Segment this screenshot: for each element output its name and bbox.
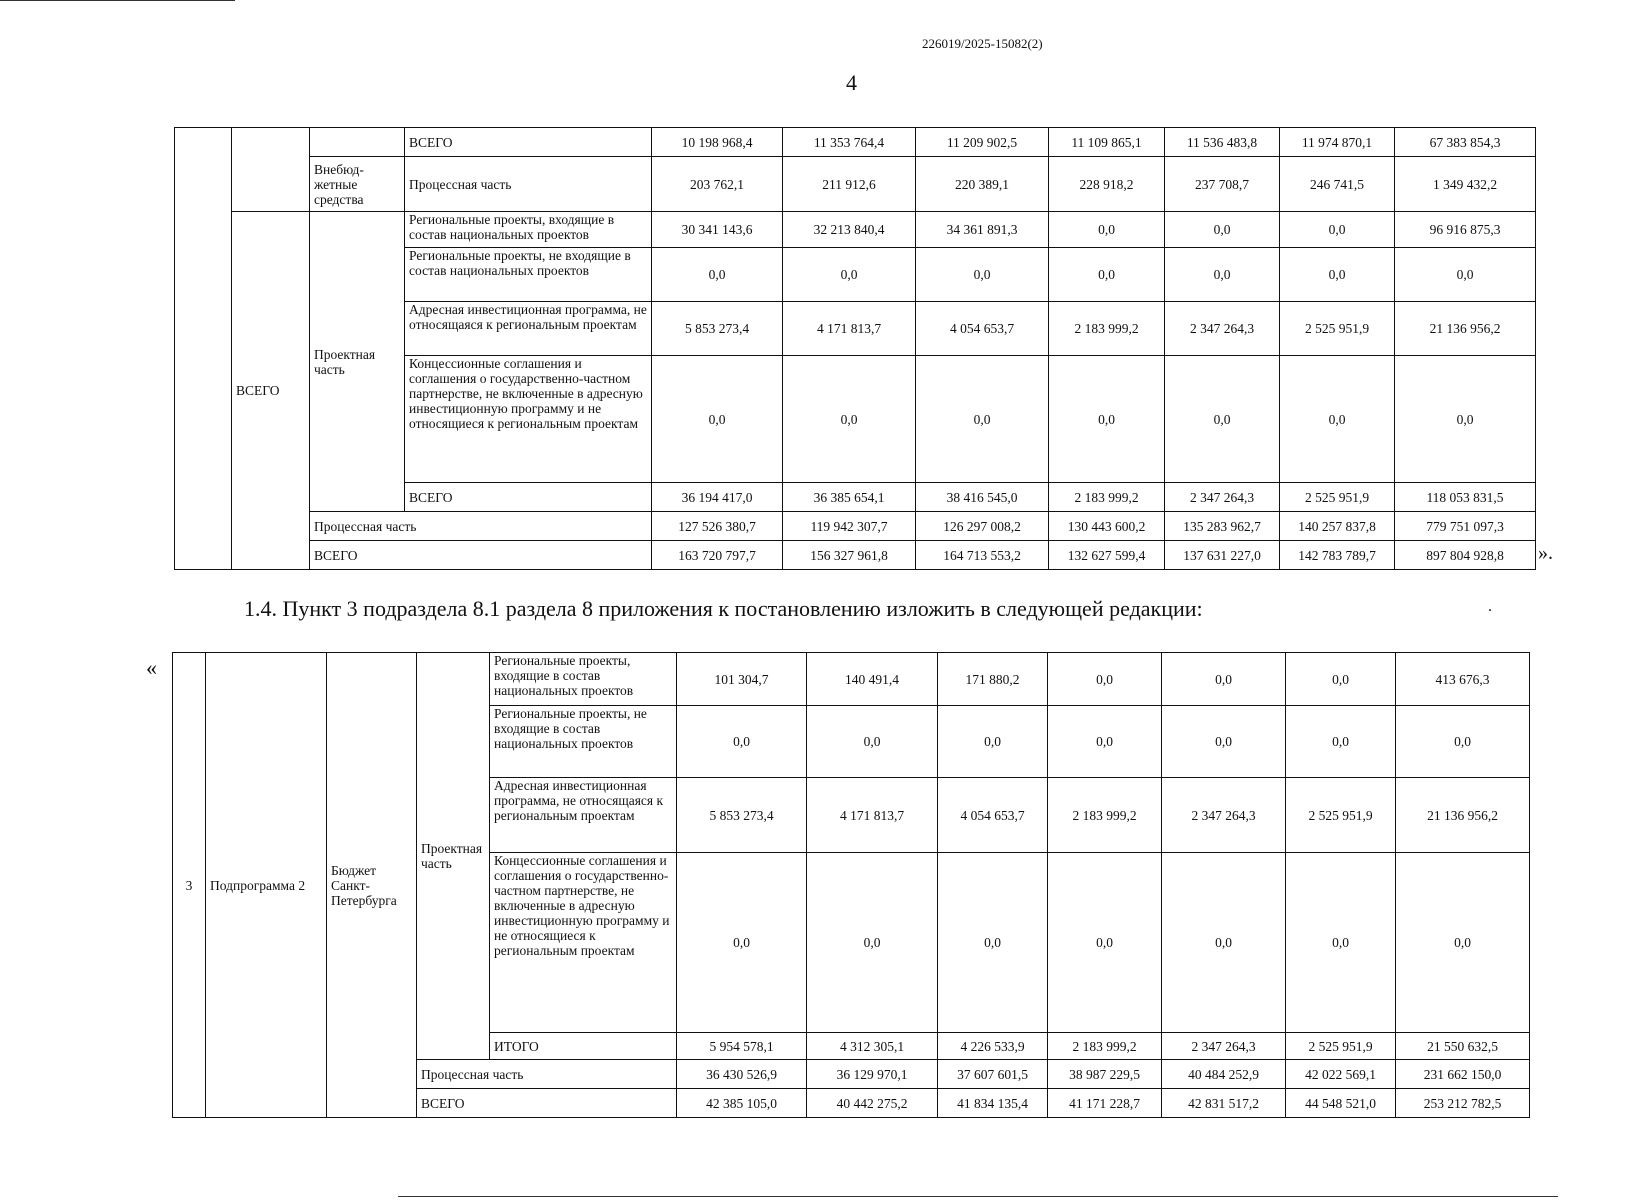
page-number: 4 <box>846 70 857 95</box>
value-cell: 21 136 956,2 <box>1395 302 1536 356</box>
value-cell: 4 226 533,9 <box>938 1033 1048 1060</box>
value-cell: 0,0 <box>1165 356 1280 483</box>
value-cell: 253 212 782,5 <box>1396 1089 1530 1118</box>
value-cell: 0,0 <box>1049 356 1165 483</box>
value-cell: 220 389,1 <box>916 157 1049 212</box>
value-cell: 36 385 654,1 <box>783 483 916 512</box>
value-cell: 0,0 <box>1165 212 1280 248</box>
value-cell: 4 312 305,1 <box>807 1033 938 1060</box>
table-row <box>175 128 1536 157</box>
vsego-group-label: ВСЕГО <box>232 212 310 570</box>
value-cell: 0,0 <box>916 248 1049 302</box>
row-label: Региональные проекты, не входящие в состав национальных проектов <box>490 706 677 778</box>
value-cell: 413 676,3 <box>1396 653 1530 706</box>
value-cell: 135 283 962,7 <box>1165 512 1280 541</box>
value-cell: 11 974 870,1 <box>1280 128 1395 157</box>
value-cell: 2 183 999,2 <box>1049 483 1165 512</box>
value-cell: 67 383 854,3 <box>1395 128 1536 157</box>
value-cell: 42 385 105,0 <box>677 1089 807 1118</box>
value-cell: 0,0 <box>807 853 938 1033</box>
budget-source: Бюджет Санкт-Петербурга <box>327 653 417 1118</box>
value-cell: 0,0 <box>1162 706 1286 778</box>
value-cell: 5 853 273,4 <box>652 302 783 356</box>
row-label: ВСЕГО <box>405 483 652 512</box>
value-cell: 0,0 <box>1049 212 1165 248</box>
value-cell: 142 783 789,7 <box>1280 541 1395 570</box>
table-row <box>173 653 1530 706</box>
value-cell: 5 954 578,1 <box>677 1033 807 1060</box>
value-cell: 0,0 <box>652 356 783 483</box>
value-cell: 2 525 951,9 <box>1286 1033 1396 1060</box>
value-cell: 4 054 653,7 <box>938 778 1048 853</box>
value-cell: 2 525 951,9 <box>1280 302 1395 356</box>
value-cell: 228 918,2 <box>1049 157 1165 212</box>
scan-edge-line-top <box>0 0 235 1</box>
blank-cell <box>310 128 405 157</box>
value-cell: 126 297 008,2 <box>916 512 1049 541</box>
closing-quote-mark: ». <box>1538 542 1553 564</box>
row-label: Процессная часть <box>310 512 652 541</box>
value-cell: 1 349 432,2 <box>1395 157 1536 212</box>
value-cell: 130 443 600,2 <box>1049 512 1165 541</box>
value-cell: 0,0 <box>938 853 1048 1033</box>
value-cell: 0,0 <box>1048 706 1162 778</box>
value-cell: 96 916 875,3 <box>1395 212 1536 248</box>
row-label: Концессионные соглашения и соглашения о государственно-частном партнерстве, не включенные в адресную инвестиционную программу и не относящиеся к региональным проектам <box>490 853 677 1033</box>
value-cell: 42 022 569,1 <box>1286 1060 1396 1089</box>
value-cell: 231 662 150,0 <box>1396 1060 1530 1089</box>
value-cell: 34 361 891,3 <box>916 212 1049 248</box>
table-row <box>175 541 1536 570</box>
row-label: Региональные проекты, входящие в состав национальных проектов <box>490 653 677 706</box>
value-cell: 0,0 <box>1165 248 1280 302</box>
proektnaya-chast-label: Проектная часть <box>417 653 490 1060</box>
section-heading: 1.4. Пункт 3 подраздела 8.1 раздела 8 приложения к постановлению изложить в следующей редакции: <box>244 596 1203 621</box>
value-cell: 36 129 970,1 <box>807 1060 938 1089</box>
value-cell: 4 171 813,7 <box>807 778 938 853</box>
proektnaya-chast-label: Проектная часть <box>310 212 405 512</box>
value-cell: 41 834 135,4 <box>938 1089 1048 1118</box>
value-cell: 10 198 968,4 <box>652 128 783 157</box>
row-label: Адресная инвестиционная программа, не относящаяся к региональным проектам <box>405 302 652 356</box>
value-cell: 0,0 <box>783 248 916 302</box>
value-cell: 0,0 <box>1395 248 1536 302</box>
value-cell: 0,0 <box>1286 653 1396 706</box>
value-cell: 2 347 264,3 <box>1162 1033 1286 1060</box>
value-cell: 0,0 <box>1048 653 1162 706</box>
value-cell: 32 213 840,4 <box>783 212 916 248</box>
row-label: Процессная часть <box>417 1060 677 1089</box>
blank-cell <box>232 128 310 212</box>
row-label: ВСЕГО <box>405 128 652 157</box>
value-cell: 132 627 599,4 <box>1049 541 1165 570</box>
value-cell: 4 171 813,7 <box>783 302 916 356</box>
value-cell: 779 751 097,3 <box>1395 512 1536 541</box>
value-cell: 163 720 797,7 <box>652 541 783 570</box>
value-cell: 164 713 553,2 <box>916 541 1049 570</box>
scan-edge-line-bottom <box>398 1196 1558 1197</box>
opening-quote-mark: « <box>146 655 157 680</box>
value-cell: 0,0 <box>938 706 1048 778</box>
value-cell: 11 353 764,4 <box>783 128 916 157</box>
value-cell: 21 136 956,2 <box>1396 778 1530 853</box>
value-cell: 246 741,5 <box>1280 157 1395 212</box>
row-label: Процессная часть <box>405 157 652 212</box>
value-cell: 0,0 <box>1396 706 1530 778</box>
value-cell: 11 109 865,1 <box>1049 128 1165 157</box>
value-cell: 137 631 227,0 <box>1165 541 1280 570</box>
row-label: Адресная инвестиционная программа, не относящаяся к региональным проектам <box>490 778 677 853</box>
table-row <box>175 157 1536 212</box>
value-cell: 211 912,6 <box>783 157 916 212</box>
table-row <box>175 212 1536 248</box>
row-number: 3 <box>173 653 206 1118</box>
value-cell: 37 607 601,5 <box>938 1060 1048 1089</box>
value-cell: 38 987 229,5 <box>1048 1060 1162 1089</box>
value-cell: 11 536 483,8 <box>1165 128 1280 157</box>
value-cell: 0,0 <box>1049 248 1165 302</box>
value-cell: 2 525 951,9 <box>1280 483 1395 512</box>
value-cell: 0,0 <box>1286 853 1396 1033</box>
stray-dot-mark: . <box>1488 598 1492 615</box>
value-cell: 0,0 <box>916 356 1049 483</box>
value-cell: 237 708,7 <box>1165 157 1280 212</box>
value-cell: 2 347 264,3 <box>1162 778 1286 853</box>
row-label: ИТОГО <box>490 1033 677 1060</box>
value-cell: 36 194 417,0 <box>652 483 783 512</box>
value-cell: 0,0 <box>807 706 938 778</box>
value-cell: 0,0 <box>1280 248 1395 302</box>
value-cell: 2 347 264,3 <box>1165 483 1280 512</box>
value-cell: 0,0 <box>1395 356 1536 483</box>
value-cell: 4 054 653,7 <box>916 302 1049 356</box>
value-cell: 0,0 <box>677 706 807 778</box>
value-cell: 40 442 275,2 <box>807 1089 938 1118</box>
value-cell: 0,0 <box>652 248 783 302</box>
row-label: ВСЕГО <box>417 1089 677 1118</box>
value-cell: 41 171 228,7 <box>1048 1089 1162 1118</box>
value-cell: 2 183 999,2 <box>1048 1033 1162 1060</box>
value-cell: 40 484 252,9 <box>1162 1060 1286 1089</box>
value-cell: 171 880,2 <box>938 653 1048 706</box>
value-cell: 118 053 831,5 <box>1395 483 1536 512</box>
value-cell: 2 347 264,3 <box>1165 302 1280 356</box>
subprogram-2-table <box>172 652 1530 1118</box>
value-cell: 0,0 <box>1280 356 1395 483</box>
value-cell: 897 804 928,8 <box>1395 541 1536 570</box>
value-cell: 21 550 632,5 <box>1396 1033 1530 1060</box>
value-cell: 0,0 <box>1162 853 1286 1033</box>
value-cell: 140 257 837,8 <box>1280 512 1395 541</box>
value-cell: 2 183 999,2 <box>1048 778 1162 853</box>
value-cell: 42 831 517,2 <box>1162 1089 1286 1118</box>
value-cell: 156 327 961,8 <box>783 541 916 570</box>
document-number: 226019/2025-15082(2) <box>922 36 1043 51</box>
value-cell: 0,0 <box>783 356 916 483</box>
value-cell: 0,0 <box>677 853 807 1033</box>
value-cell: 2 183 999,2 <box>1049 302 1165 356</box>
value-cell: 2 525 951,9 <box>1286 778 1396 853</box>
blank-cell <box>175 128 232 570</box>
value-cell: 38 416 545,0 <box>916 483 1049 512</box>
value-cell: 119 942 307,7 <box>783 512 916 541</box>
value-cell: 0,0 <box>1048 853 1162 1033</box>
subprogram-name: Подпрограмма 2 <box>206 653 327 1118</box>
value-cell: 0,0 <box>1286 706 1396 778</box>
value-cell: 5 853 273,4 <box>677 778 807 853</box>
value-cell: 101 304,7 <box>677 653 807 706</box>
value-cell: 36 430 526,9 <box>677 1060 807 1089</box>
value-cell: 0,0 <box>1280 212 1395 248</box>
group-label-vnebyudzhetnye: Внебюд-жетные средства <box>310 157 405 212</box>
value-cell: 0,0 <box>1396 853 1530 1033</box>
value-cell: 30 341 143,6 <box>652 212 783 248</box>
value-cell: 0,0 <box>1162 653 1286 706</box>
value-cell: 44 548 521,0 <box>1286 1089 1396 1118</box>
row-label: Концессионные соглашения и соглашения о государственно-частном партнерстве, не включенные в адресную инвестиционную программу и не относящиеся к региональным проектам <box>405 356 652 483</box>
table-row <box>175 512 1536 541</box>
value-cell: 127 526 380,7 <box>652 512 783 541</box>
row-label: Региональные проекты, не входящие в состав национальных проектов <box>405 248 652 302</box>
value-cell: 203 762,1 <box>652 157 783 212</box>
value-cell: 140 491,4 <box>807 653 938 706</box>
row-label: Региональные проекты, входящие в состав национальных проектов <box>405 212 652 248</box>
row-label: ВСЕГО <box>310 541 652 570</box>
finance-table-continuation <box>174 127 1536 570</box>
value-cell: 11 209 902,5 <box>916 128 1049 157</box>
